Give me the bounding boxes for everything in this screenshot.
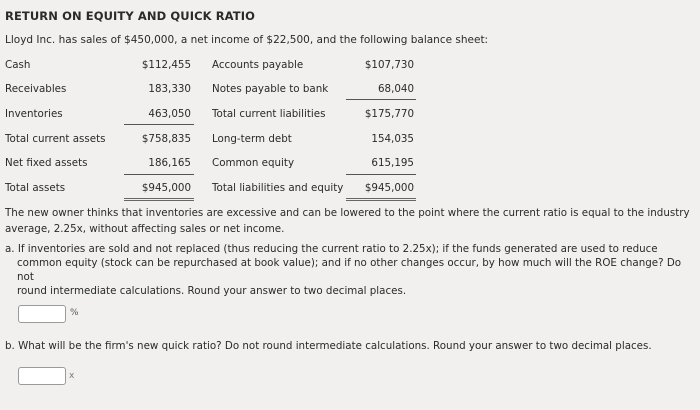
liab-value-accounts-payable: $107,730 bbox=[364, 59, 414, 71]
asset-value-inventories: 463,050 bbox=[148, 108, 191, 120]
answer-a-input[interactable] bbox=[18, 305, 66, 323]
question-a bbox=[5, 242, 700, 298]
underline-net-fixed bbox=[124, 174, 194, 175]
asset-label-total-assets: Total assets bbox=[5, 182, 66, 194]
answer-b-input[interactable] bbox=[18, 367, 66, 385]
liab-value-total-current: $175,770 bbox=[364, 108, 414, 120]
liab-value-notes-payable: 68,040 bbox=[377, 83, 414, 95]
asset-value-total-assets: $945,000 bbox=[141, 182, 191, 194]
liab-value-long-term-debt: 154,035 bbox=[371, 133, 414, 145]
liab-label-notes-payable: Notes payable to bank bbox=[212, 83, 329, 95]
asset-label-inventories: Inventories bbox=[5, 108, 63, 120]
asset-value-cash: $112,455 bbox=[141, 59, 191, 71]
asset-value-receivables: 183,330 bbox=[148, 83, 191, 95]
asset-value-total-current: $758,835 bbox=[141, 133, 191, 145]
liab-value-total-liab-equity: $945,000 bbox=[364, 182, 414, 194]
double-underline-total-assets bbox=[124, 198, 194, 201]
liab-label-common-equity: Common equity bbox=[212, 157, 295, 169]
incorrect-mark-icon: x bbox=[69, 371, 75, 381]
question-a-line2: common equity (stock can be repurchased at book value); and if no other changes occur, by how much will the ROE change? Do not bbox=[17, 257, 682, 283]
underline-notes-payable bbox=[346, 99, 416, 100]
liab-label-total-liab-equity: Total liabilities and equity bbox=[212, 182, 344, 194]
asset-value-net-fixed: 186,165 bbox=[148, 157, 191, 169]
problem-paragraph: The new owner thinks that inventories are excessive and can be lowered to the point where the current ratio is equal to the industry average, 2.25x, without affecting sales or net income. bbox=[5, 207, 690, 235]
asset-label-receivables: Receivables bbox=[5, 83, 67, 95]
question-a-line3: round intermediate calculations. Round your answer to two decimal places. bbox=[17, 285, 407, 297]
liab-value-common-equity: 615,195 bbox=[371, 157, 414, 169]
double-underline-total-liab-equity bbox=[346, 198, 416, 201]
question-b: b. What will be the firm's new quick ratio? Do not round intermediate calculations. Round your answer to two decimal places. bbox=[5, 340, 652, 352]
liab-label-long-term-debt: Long-term debt bbox=[212, 133, 292, 145]
asset-label-net-fixed: Net fixed assets bbox=[5, 157, 88, 169]
page-title: RETURN ON EQUITY AND QUICK RATIO bbox=[5, 9, 255, 23]
asset-label-total-current: Total current assets bbox=[5, 133, 106, 145]
underline-inventories bbox=[124, 124, 194, 125]
problem-intro: Lloyd Inc. has sales of $450,000, a net income of $22,500, and the following balance sheet: bbox=[5, 34, 489, 46]
percent-unit: % bbox=[70, 308, 79, 318]
liab-label-accounts-payable: Accounts payable bbox=[212, 59, 304, 71]
asset-label-cash: Cash bbox=[5, 59, 31, 71]
question-a-line1: a. If inventories are sold and not replaced (thus reducing the current ratio to 2.25x); if the funds generated are used to reduce bbox=[5, 243, 658, 255]
underline-common-equity bbox=[346, 174, 416, 175]
liab-label-total-current: Total current liabilities bbox=[212, 108, 326, 120]
